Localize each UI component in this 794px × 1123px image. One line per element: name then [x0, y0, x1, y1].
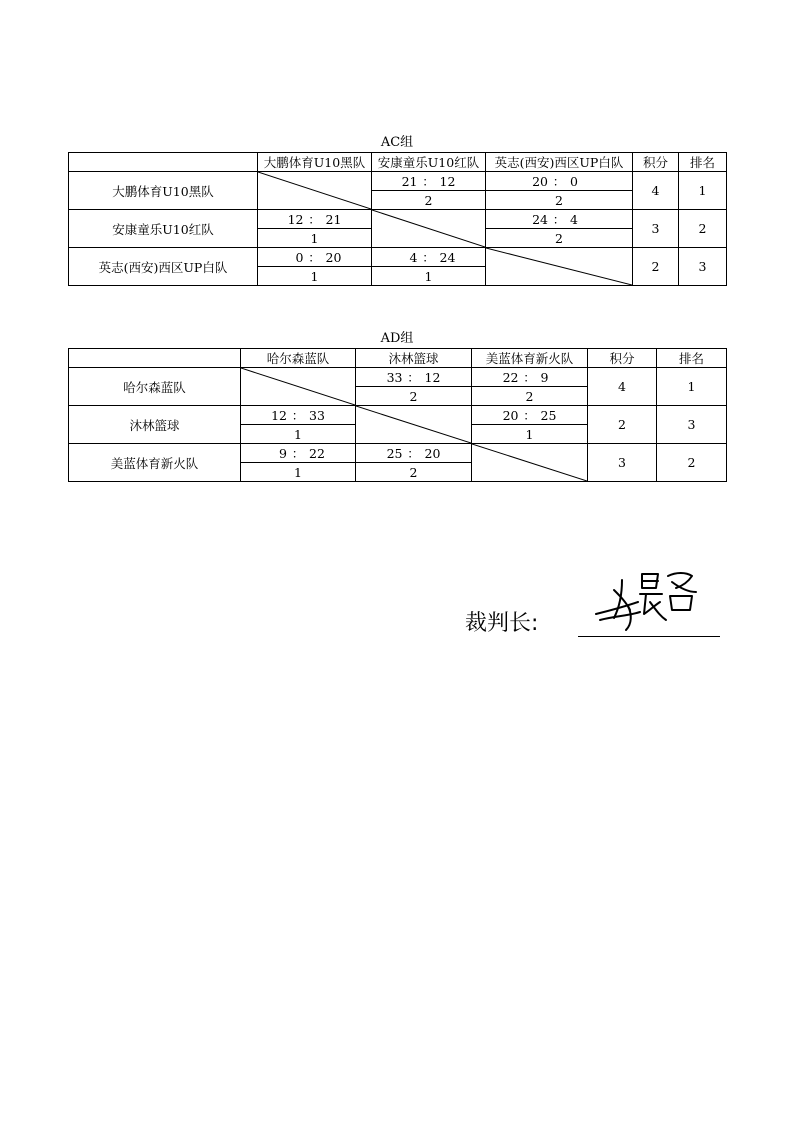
header-points: 积分	[588, 349, 657, 368]
match-points: 2	[372, 191, 486, 210]
score-separator: ：	[291, 446, 305, 461]
score-separator: ：	[523, 408, 536, 423]
header-team: 大鹏体育U10黑队	[258, 153, 372, 172]
team-rank: 3	[657, 406, 727, 444]
match-points: 1	[258, 267, 372, 286]
header-row	[69, 349, 727, 368]
score-away: 12	[439, 174, 456, 189]
score-separator: ：	[308, 250, 321, 265]
group-title-ac: AC组	[380, 135, 414, 150]
team-rank: 2	[657, 444, 727, 482]
score-home: 9	[279, 446, 287, 461]
self-match-cell	[356, 406, 472, 444]
match-score	[486, 172, 633, 191]
self-match-cell	[372, 210, 486, 248]
team-points: 4	[633, 172, 679, 210]
referee-signature	[592, 566, 704, 634]
header-corner	[69, 153, 258, 172]
table-row	[69, 444, 727, 463]
score-home: 21	[401, 174, 418, 189]
self-match-cell	[486, 248, 633, 286]
table-row	[69, 210, 727, 229]
score-away: 22	[309, 446, 325, 461]
score-home: 25	[386, 446, 403, 461]
score-home: 20	[502, 408, 519, 423]
referee-label: 裁判长:	[465, 611, 539, 636]
row-team-name: 哈尔森蓝队	[69, 368, 241, 406]
team-points: 2	[633, 248, 679, 286]
header-team: 安康童乐U10红队	[372, 153, 486, 172]
group-title-ad: AD组	[380, 331, 414, 346]
self-match-cell	[472, 444, 588, 482]
team-points: 3	[588, 444, 657, 482]
header-row	[69, 153, 727, 172]
score-home: 22	[502, 370, 519, 385]
table-row	[69, 172, 727, 191]
signature-line	[578, 636, 720, 637]
team-rank: 3	[679, 248, 727, 286]
score-separator: ：	[308, 212, 321, 227]
score-separator: ：	[552, 212, 566, 227]
match-score	[258, 248, 372, 267]
score-away: 24	[439, 250, 456, 265]
row-team-name: 美蓝体育新火队	[69, 444, 241, 482]
match-points: 1	[372, 267, 486, 286]
score-home: 20	[532, 174, 548, 189]
score-separator: ：	[422, 174, 435, 189]
row-team-name: 安康童乐U10红队	[69, 210, 258, 248]
score-away: 4	[570, 212, 578, 227]
score-separator: ：	[523, 370, 536, 385]
score-away: 20	[424, 446, 441, 461]
header-team: 哈尔森蓝队	[241, 349, 356, 368]
diagonal-line	[486, 248, 632, 285]
team-points: 4	[588, 368, 657, 406]
team-rank: 1	[679, 172, 727, 210]
match-score	[486, 210, 633, 229]
header-points: 积分	[633, 153, 679, 172]
score-home: 4	[409, 250, 418, 265]
diagonal-line	[258, 172, 371, 209]
score-away: 25	[540, 408, 557, 423]
team-rank: 1	[657, 368, 727, 406]
score-away: 12	[424, 370, 441, 385]
diagonal-line	[356, 406, 471, 443]
score-away: 33	[309, 408, 325, 423]
team-rank: 2	[679, 210, 727, 248]
standings-table-ac	[68, 152, 727, 286]
table-row	[69, 406, 727, 425]
match-points: 1	[472, 425, 588, 444]
team-points: 3	[633, 210, 679, 248]
score-separator: ：	[407, 370, 420, 385]
header-team: 美蓝体育新火队	[472, 349, 588, 368]
self-match-cell	[258, 172, 372, 210]
self-match-cell	[241, 368, 356, 406]
match-points: 2	[486, 229, 633, 248]
score-home: 12	[287, 212, 304, 227]
match-score	[372, 248, 486, 267]
header-corner	[69, 349, 241, 368]
match-points: 2	[472, 387, 588, 406]
diagonal-line	[372, 210, 485, 247]
match-points: 2	[356, 463, 472, 482]
row-team-name: 英志(西安)西区UP白队	[69, 248, 258, 286]
score-away: 20	[325, 250, 342, 265]
header-team: 英志(西安)西区UP白队	[486, 153, 633, 172]
table-row	[69, 248, 727, 267]
match-points: 1	[258, 229, 372, 248]
match-score	[356, 368, 472, 387]
match-score	[472, 406, 588, 425]
match-points: 1	[241, 463, 356, 482]
score-home: 12	[271, 408, 287, 423]
match-score	[356, 444, 472, 463]
team-points: 2	[588, 406, 657, 444]
score-separator: ：	[291, 408, 305, 423]
score-home: 33	[386, 370, 403, 385]
score-separator: ：	[407, 446, 420, 461]
match-score	[241, 444, 356, 463]
match-score	[372, 172, 486, 191]
row-team-name: 沐林篮球	[69, 406, 241, 444]
score-home: 24	[532, 212, 548, 227]
table-row	[69, 368, 727, 387]
match-score	[241, 406, 356, 425]
score-away: 0	[570, 174, 578, 189]
match-points: 2	[486, 191, 633, 210]
match-points: 2	[356, 387, 472, 406]
match-score	[472, 368, 588, 387]
score-away: 21	[325, 212, 342, 227]
score-separator: ：	[422, 250, 435, 265]
score-away: 9	[540, 370, 549, 385]
header-rank: 排名	[679, 153, 727, 172]
score-separator: ：	[552, 174, 566, 189]
diagonal-line	[241, 368, 355, 405]
header-team: 沐林篮球	[356, 349, 472, 368]
match-points: 1	[241, 425, 356, 444]
match-score	[258, 210, 372, 229]
header-rank: 排名	[657, 349, 727, 368]
row-team-name: 大鹏体育U10黑队	[69, 172, 258, 210]
score-home: 0	[295, 250, 304, 265]
diagonal-line	[472, 444, 587, 481]
standings-table-ad	[68, 348, 727, 482]
